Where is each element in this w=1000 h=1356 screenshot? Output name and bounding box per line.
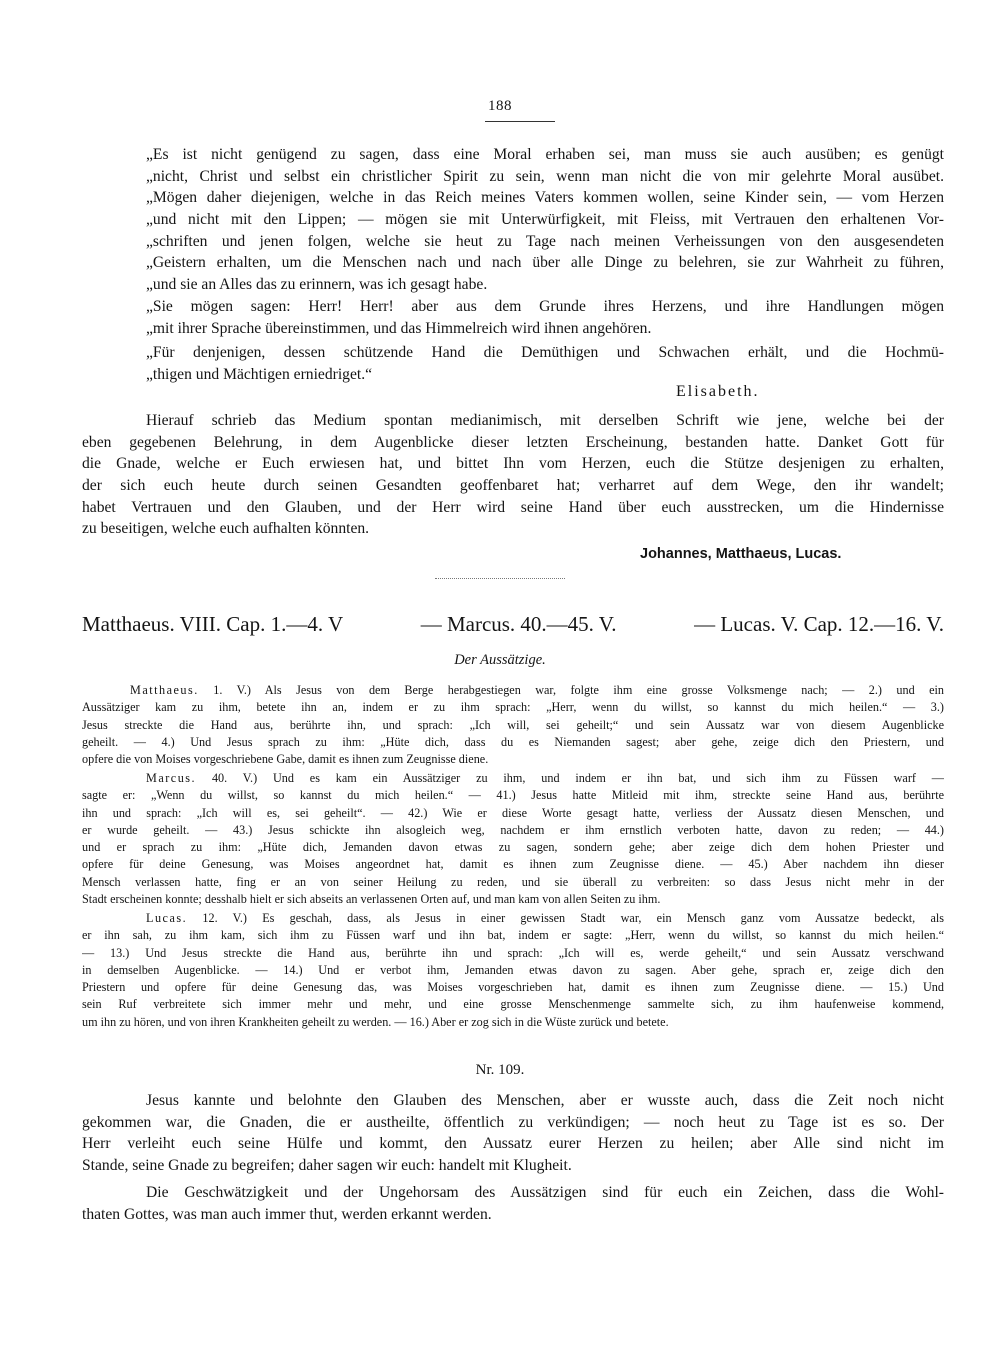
text-line: zu beseitigen, welche euch aufhalten könnten.: [82, 520, 370, 538]
text-line: [82, 770, 944, 787]
section-ornament: [435, 578, 565, 583]
text-line: habet Vertrauen und den Glauben, und der Herr wird seine Hand über euch ausstrecken, um die Hindernisse: [82, 498, 944, 516]
text-line: Stande, seine Gnade zu begreifen; daher sagen wir euch: handelt mit Klugheit.: [82, 1157, 572, 1175]
text-line: opfere die von Moises vorgeschriebene Gabe, damit es ihnen zum Zeugnisse diene.: [82, 752, 489, 767]
text-line: in demselben Augenblicke. — 14.) Und er verbot ihm, Jemanden etwas davon zu sagen. Aber gehe, sprach er, zeige dich den: [82, 962, 944, 977]
text-line: geheilt. — 4.) Und Jesus sprach zu ihm: „Hüte dich, dass du es Niemanden sagest; aber gehe, zeige dich den Priestern, und: [82, 734, 944, 749]
heading-marcus: — Marcus. 40.—45. V.: [420, 612, 617, 636]
gospel-name: Matthaeus.: [130, 683, 199, 697]
medium-paragraph: [82, 410, 944, 540]
text-line: — 13.) Und Jesus streckte die Hand aus, berührte ihn und sprach: „Ich will es, werde geheilt,“ und sein Aussatz verschwand: [82, 945, 944, 960]
heading-lucas: — Lucas. V. Cap. 12.—16. V.: [694, 612, 944, 636]
gospel-name: Marcus.: [146, 771, 197, 785]
text-line: „schriften und jenen folgen, welche sie heut zu Tage nach meinen Verheissungen von den ausgesendeten: [146, 232, 944, 250]
gospel-lucas: [82, 910, 944, 1031]
text-line: Jesus streckte die Hand aus, berührte ihn, und sprach: „Ich will, sei geheilt;“ und sein Aussatz war von diesem Augenblicke: [82, 717, 944, 732]
heading-matthaeus: Matthaeus. VIII. Cap. 1.—4. V: [82, 612, 344, 636]
text-line: Die Geschwätzigkeit und der Ungehorsam des Aussätzigen sind für euch ein Zeichen, dass die Wohl-: [146, 1184, 944, 1201]
gospel-name: Lucas.: [146, 911, 188, 925]
text-line: er wurde geheilt. — 43.) Jesus schickte ihn alsogleich weg, nachdem er ihm ernstlich verboten hatte, davon zu reden; — 44.): [82, 822, 944, 837]
text-line: „Sie mögen sagen: Herr! Herr! aber aus dem Grunde ihres Herzens, und ihre Handlungen mögen: [146, 298, 944, 315]
quote-paragraph-1: [82, 144, 944, 296]
text-line: sagte er: „Wenn du willst, so kannst du mich heilen.“ — 41.) Jesus hatte Mitleid mit ihm, streckte seine Hand aus, berührte: [82, 788, 944, 803]
text-line: Hierauf schrieb das Medium spontan medianimisch, mit derselben Schrift wie jene, welche bei der: [146, 412, 944, 429]
text-line: „Geistern erhalten, um die Menschen nach und nach über alle Dinge zu belehren, sie zur Wahrheit zu führen,: [146, 254, 944, 272]
signature-evangelists: Johannes, Matthaeus, Lucas.: [640, 546, 842, 562]
text-line: „und nicht mit den Lippen; — mögen sie mit Unterwürfigkeit, mit Fleiss, mit Vertrauen den erhaltenen Vor-: [146, 211, 944, 229]
text-line: [82, 910, 944, 927]
text-line: und er sprach zu ihm: „Hüte dich, Jemanden davon etwas zu sagen, sondern gehe; aber zeige dich dem hohen Priester und: [82, 840, 944, 855]
section-subheading: Der Aussätzige.: [454, 652, 546, 668]
text-line: um ihn zu hören, und von ihren Krankheiten geheilt zu werden. — 16.) Aber er zog sich in die Wüste zurück und betete.: [82, 1014, 669, 1029]
quote-paragraph-3: [82, 342, 944, 385]
section-number: Nr. 109.: [475, 1062, 525, 1078]
text-line: thaten Gottes, was man auch immer thut, werden erkannt werden.: [82, 1205, 492, 1223]
text-line: er ihn sah, zu ihm kam, sich ihm zu Füssen warf und ihn bat, indem er sagte: „Herr, wenn du willst, so kannst du mich heilen.“: [82, 928, 944, 943]
text-line: Stadt erscheinen konnte; desshalb hielt er sich abseits an verlassenen Orten auf, und man kam von allen Seiten zu ihm.: [82, 892, 661, 907]
signature-elisabeth: Elisabeth.: [676, 383, 760, 400]
text-segment: 12. V.) Es geschah, dass, als Jesus in einer gewissen Stadt war, ein Mensch ganz vom Aussatze bedeckt, als: [187, 911, 944, 925]
text-line: Priestern und opfere für deine Genesung das, was Moises vorgeschrieben hat, damit es ihnen zum Zeugnisse diene. — 15.) Und: [82, 980, 944, 995]
text-line: eben gegebenen Belehrung, in dem Augenblicke dieser letzten Erscheinung, bestanden hatte. Danket Gott für: [82, 433, 944, 451]
commentary-paragraph-1: [82, 1090, 944, 1177]
section-heading: [82, 612, 944, 637]
page-number-rule: [485, 121, 555, 122]
text-line: „Mögen daher diejenigen, welche in das Reich meines Vaters kommen wollen, seine Kinder sein, — vom Herzen: [146, 189, 944, 207]
text-line: Mensch verlassen hatte, fing er an von seiner Heilung zu reden, und sie überall zu verbreiten: so dass Jesus nicht mehr in der: [82, 874, 944, 889]
text-line: ihn und sprach: „Ich will es, sei geheilt“. — 42.) Wie er diese Worte gesagt hatte, verliess der Aussatz diesen Menschen, und: [82, 805, 944, 820]
text-line: „mit ihrer Sprache übereinstimmen, und das Himmelreich wird ihnen angehören.: [146, 319, 652, 337]
text-line: [82, 682, 944, 699]
text-segment: 40. V.) Und es kam ein Aussätziger zu ihm, und indem er ihn bat, und sich ihm zu Füssen warf —: [196, 771, 944, 785]
text-line: die Gnade, welche er Euch erwiesen hat, und bittet Ihn vom Herzen, euch die Stütze desjenigen zu erhalten,: [82, 455, 944, 473]
text-line: „und sie an Alles das zu erinnern, was ich gesagt habe.: [146, 276, 488, 294]
text-line: der sich euch heute durch seinen Gesandten geoffenbaret hat; verharret auf dem Wege, den ihr wandelt;: [82, 477, 944, 495]
gospel-matthaeus: [82, 682, 944, 768]
text-line: „nicht, Christ und selbst ein christlicher Spirit zu sein, wenn man nicht die von mir gelehrte Moral ausübet.: [146, 167, 944, 185]
quote-paragraph-2: [82, 296, 944, 339]
text-line: „Für denjenigen, dessen schützende Hand die Demüthigen und Schwachen erhält, und die Hochmü-: [146, 344, 944, 361]
text-line: Herr verleiht euch seine Hülfe und kommt, den Aussatz eurer Herzen zu heilen; aber Alle sind nicht im: [82, 1135, 944, 1153]
text-line: gekommen war, die Gnaden, die er austheilte, öffentlich zu verkündigen; — noch heut zu Tage ist es so. Der: [82, 1113, 944, 1131]
gospel-marcus: [82, 770, 944, 908]
text-line: „Es ist nicht genügend zu sagen, dass eine Moral erhaben sei, man muss sie auch ausüben; es genügt: [146, 146, 944, 163]
page-number: 188: [488, 98, 512, 114]
text-segment: 1. V.) Als Jesus von dem Berge herabgestiegen war, folgte ihm eine grosse Volksmenge nach; — 2.) und ein: [198, 683, 944, 697]
text-line: „thigen und Mächtigen erniedriget.“: [146, 365, 373, 383]
text-line: Aussätziger kam zu ihm, betete ihn an, indem er zu ihm sprach: „Herr, wenn du willst, so kannst du mich heilen.“ — 3.): [82, 700, 944, 715]
commentary-paragraph-2: [82, 1182, 944, 1225]
text-line: Jesus kannte und belohnte den Glauben des Menschen, aber er wusste auch, dass die Zeit noch nicht: [146, 1092, 944, 1109]
text-line: sein Ruf verbreitete sich immer mehr und mehr, und eine grosse Menschenmenge sammelte sich, zu ihm haufenweise kommend,: [82, 997, 944, 1012]
text-line: opfere für deine Genesung, was Moises angeordnet hat, damit es ihnen zum Zeugnisse diene. — 45.) Aber nachdem ihn dieser: [82, 857, 944, 872]
